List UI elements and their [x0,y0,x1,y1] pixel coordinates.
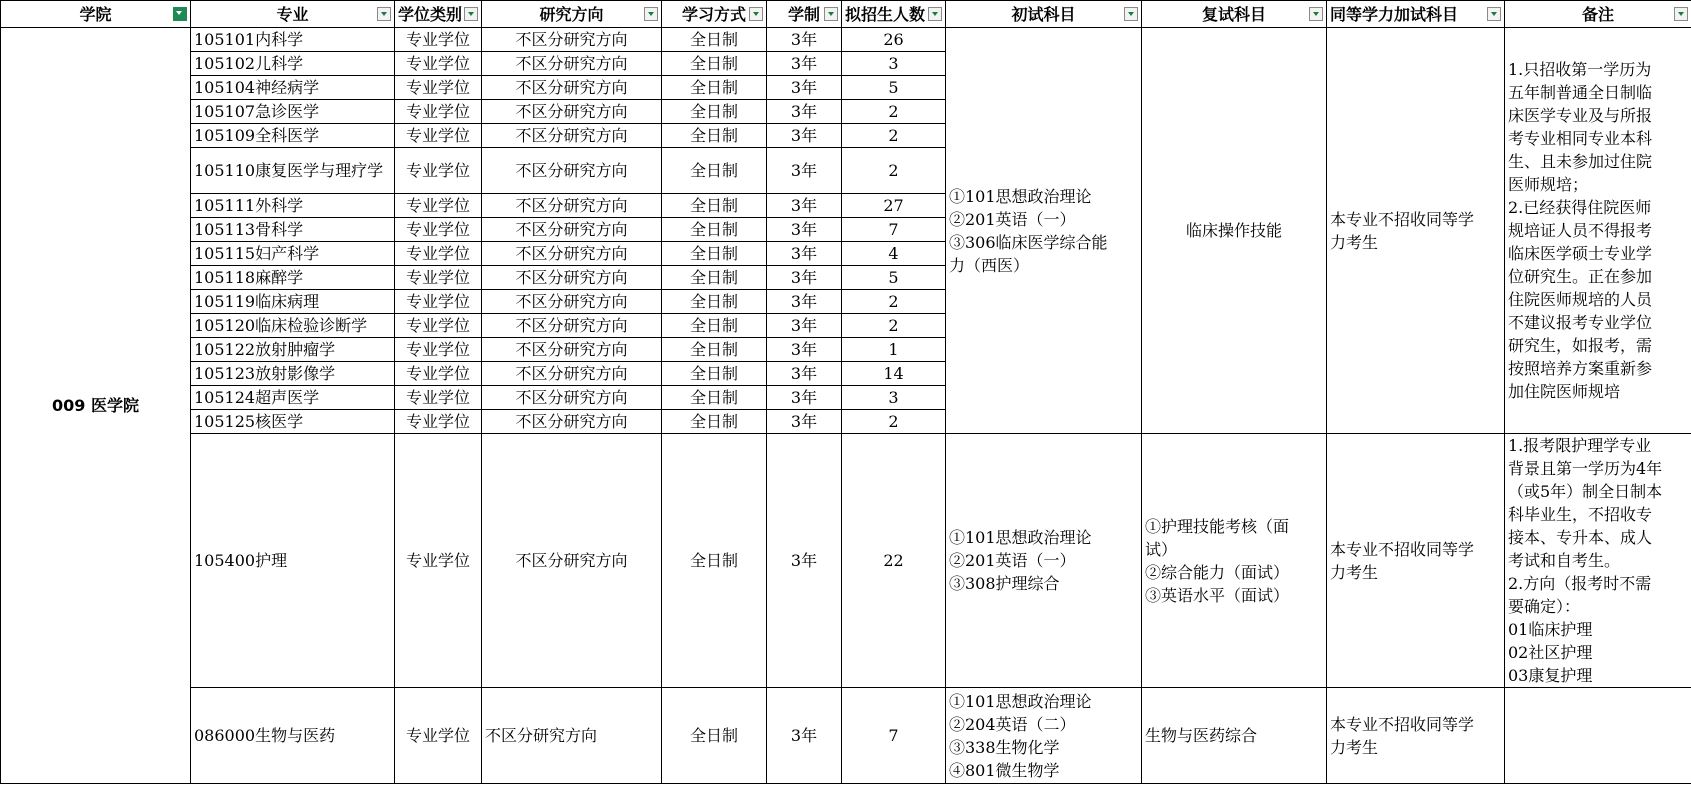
direction-cell: 不区分研究方向 [482,124,662,148]
years-cell: 3年 [767,28,842,52]
quota-cell: 5 [842,76,946,100]
header-label: 初试科目 [1011,4,1076,24]
years-cell: 3年 [767,218,842,242]
degree-cell: 专业学位 [395,362,482,386]
mode-cell: 全日制 [662,148,767,194]
exam-subject: ②204英语（二） [949,714,1076,734]
notes-line: 2.方向（报考时不需 [1508,574,1652,593]
filter-active-icon[interactable] [173,7,187,21]
mode-cell: 全日制 [662,124,767,148]
header-quota [842,1,946,28]
header-label: 学制 [787,4,820,24]
header-major [191,1,395,28]
header-equivalent [1327,1,1505,28]
mode-cell: 全日制 [662,76,767,100]
direction-cell: 不区分研究方向 [482,290,662,314]
header-label: 复试科目 [1201,4,1266,24]
header-row [1,1,1691,28]
mode-cell: 全日制 [662,194,767,218]
retest-subject: 试） [1145,539,1178,559]
years-cell: 3年 [767,688,842,784]
mode-cell: 全日制 [662,52,767,76]
direction-cell: 不区分研究方向 [482,688,662,784]
notes-line: 生、且未参加过住院 [1508,152,1653,171]
notes-line: 五年制普通全日制临 [1508,83,1653,102]
exam-subject: ①101思想政治理论 [949,186,1092,206]
major-cell: 105109全科医学 [191,124,395,148]
notes-cell [1505,688,1691,784]
major-cell: 105115妇产科学 [191,242,395,266]
quota-cell: 27 [842,194,946,218]
direction-cell: 不区分研究方向 [482,362,662,386]
degree-cell: 专业学位 [395,266,482,290]
quota-cell: 4 [842,242,946,266]
mode-cell: 全日制 [662,362,767,386]
mode-cell: 全日制 [662,242,767,266]
equivalent-line: 力考生 [1330,737,1379,757]
equivalent-line: 力考生 [1330,232,1379,252]
notes-line: 医师规培； [1508,175,1589,194]
direction-cell: 不区分研究方向 [482,100,662,124]
header-mode [662,1,767,28]
major-cell: 105118麻醉学 [191,266,395,290]
degree-cell: 专业学位 [395,290,482,314]
major-cell: 086000生物与医药 [191,688,395,784]
notes-line: 科毕业生，不招收专 [1508,505,1653,524]
exam-subject: ③338生物化学 [949,737,1060,757]
exam-subject: ③306临床医学综合能 [949,232,1108,252]
years-cell: 3年 [767,194,842,218]
mode-cell: 全日制 [662,338,767,362]
years-cell: 3年 [767,266,842,290]
quota-cell: 2 [842,148,946,194]
retest-subject: ②综合能力（面试） [1145,562,1290,582]
header-label: 同等学力加试科目 [1330,4,1459,24]
table-body [1,28,1691,784]
mode-cell: 全日制 [662,266,767,290]
mode-cell: 全日制 [662,314,767,338]
equivalent-cell [1327,434,1505,688]
table-row [1,434,1691,688]
direction-cell: 不区分研究方向 [482,148,662,194]
direction-cell: 不区分研究方向 [482,338,662,362]
quota-cell: 2 [842,100,946,124]
direction-cell: 不区分研究方向 [482,52,662,76]
mode-cell: 全日制 [662,28,767,52]
notes-line: 02社区护理 [1508,643,1593,662]
degree-cell: 专业学位 [395,100,482,124]
quota-cell: 2 [842,124,946,148]
degree-cell: 专业学位 [395,386,482,410]
direction-cell: 不区分研究方向 [482,28,662,52]
notes-cell [1505,434,1691,688]
quota-cell: 3 [842,386,946,410]
quota-cell: 7 [842,218,946,242]
major-cell: 105101内科学 [191,28,395,52]
years-cell: 3年 [767,52,842,76]
equivalent-line: 本专业不招收同等学 [1330,714,1475,734]
direction-cell: 不区分研究方向 [482,410,662,434]
quota-cell: 3 [842,52,946,76]
degree-cell: 专业学位 [395,76,482,100]
mode-cell: 全日制 [662,290,767,314]
notes-line: 按照培养方案重新参 [1508,359,1653,378]
notes-line: 要确定）： [1508,597,1581,616]
table-row [1,28,1691,52]
exam-subject: ①101思想政治理论 [949,691,1092,711]
equivalent-cell [1327,28,1505,434]
degree-cell: 专业学位 [395,314,482,338]
years-cell: 3年 [767,386,842,410]
notes-line: 背景且第一学历为4年 [1508,459,1663,478]
degree-cell: 专业学位 [395,410,482,434]
major-cell: 105111外科学 [191,194,395,218]
years-cell: 3年 [767,410,842,434]
degree-cell: 专业学位 [395,218,482,242]
retest-subjects-cell: 临床操作技能 [1142,28,1327,434]
years-cell: 3年 [767,148,842,194]
major-cell: 105122放射肿瘤学 [191,338,395,362]
filter-dropdown-icon[interactable] [644,7,658,21]
header-degree [395,1,482,28]
mode-cell: 全日制 [662,434,767,688]
direction-cell: 不区分研究方向 [482,386,662,410]
notes-line: 研究生，如报考，需 [1508,336,1653,355]
major-cell: 105119临床病理 [191,290,395,314]
quota-cell: 7 [842,688,946,784]
major-cell: 105123放射影像学 [191,362,395,386]
header-retest [1142,1,1327,28]
header-notes [1505,1,1691,28]
major-cell: 105104神经病学 [191,76,395,100]
degree-cell: 专业学位 [395,242,482,266]
quota-cell: 22 [842,434,946,688]
notes-line: （或5年）制全日制本 [1508,482,1663,501]
quota-cell: 1 [842,338,946,362]
filter-dropdown-icon[interactable] [928,7,942,21]
notes-line: 位研究生。正在参加 [1508,267,1653,286]
header-years [767,1,842,28]
equivalent-line: 本专业不招收同等学 [1330,539,1475,559]
degree-cell: 专业学位 [395,148,482,194]
notes-line: 考专业相同专业本科 [1508,129,1653,148]
degree-cell: 专业学位 [395,28,482,52]
filter-dropdown-icon[interactable] [377,7,391,21]
exam-subjects-cell [946,28,1142,434]
notes-line: 临床医学硕士专业学 [1508,244,1653,263]
notes-line: 考试和自考生。 [1508,551,1621,570]
header-label: 拟招生人数 [845,4,926,24]
filter-dropdown-icon[interactable] [1124,7,1138,21]
header-label: 专业 [276,4,309,24]
quota-cell: 2 [842,290,946,314]
notes-line: 接本、专升本、成人 [1508,528,1653,547]
exam-subject: ④801微生物学 [949,760,1060,780]
degree-cell: 专业学位 [395,434,482,688]
header-label: 学位类别 [398,4,463,24]
college-cell: 009 医学院 [1,28,191,784]
filter-dropdown-icon[interactable] [1487,7,1501,21]
notes-line: 01临床护理 [1508,620,1593,639]
years-cell: 3年 [767,362,842,386]
quota-cell: 2 [842,314,946,338]
notes-line: 03康复护理 [1508,666,1593,685]
major-cell: 105125核医学 [191,410,395,434]
header-direction [482,1,662,28]
major-cell: 105110康复医学与理疗学 [191,148,395,194]
exam-subjects-cell [946,688,1142,784]
retest-subjects-cell: 生物与医药综合 [1142,688,1327,784]
quota-cell: 5 [842,266,946,290]
header-exam [946,1,1142,28]
years-cell: 3年 [767,100,842,124]
quota-cell: 26 [842,28,946,52]
major-cell: 105124超声医学 [191,386,395,410]
direction-cell: 不区分研究方向 [482,434,662,688]
degree-cell: 专业学位 [395,124,482,148]
header-label: 学习方式 [681,4,746,24]
mode-cell: 全日制 [662,100,767,124]
notes-line: 床医学专业及与所报 [1508,106,1653,125]
years-cell: 3年 [767,338,842,362]
notes-line: 住院医师规培的人员 [1508,290,1653,309]
years-cell: 3年 [767,314,842,338]
major-cell: 105120临床检验诊断学 [191,314,395,338]
years-cell: 3年 [767,290,842,314]
years-cell: 3年 [767,124,842,148]
notes-line: 规培证人员不得报考 [1508,221,1653,240]
major-cell: 105113骨科学 [191,218,395,242]
years-cell: 3年 [767,434,842,688]
retest-subject: ③英语水平（面试） [1145,585,1290,605]
filter-dropdown-icon[interactable] [1309,7,1323,21]
exam-subject: ②201英语（一） [949,551,1076,570]
notes-line: 加住院医师规培 [1508,382,1621,401]
major-cell: 105400护理 [191,434,395,688]
direction-cell: 不区分研究方向 [482,242,662,266]
equivalent-line: 本专业不招收同等学 [1330,209,1475,229]
equivalent-cell [1327,688,1505,784]
quota-cell: 14 [842,362,946,386]
mode-cell: 全日制 [662,386,767,410]
notes-line: 2.已经获得住院医师 [1508,198,1652,217]
notes-cell [1505,28,1691,434]
major-cell: 105102儿科学 [191,52,395,76]
exam-subject: 力（西医） [949,255,1030,275]
retest-subjects-cell [1142,434,1327,688]
filter-dropdown-icon[interactable] [824,7,838,21]
header-label: 研究方向 [539,4,604,24]
degree-cell: 专业学位 [395,338,482,362]
quota-cell: 2 [842,410,946,434]
mode-cell: 全日制 [662,688,767,784]
filter-dropdown-icon[interactable] [749,7,763,21]
mode-cell: 全日制 [662,218,767,242]
direction-cell: 不区分研究方向 [482,218,662,242]
equivalent-line: 力考生 [1330,562,1379,582]
header-label: 备注 [1581,4,1614,24]
years-cell: 3年 [767,242,842,266]
major-cell: 105107急诊医学 [191,100,395,124]
exam-subject: ②201英语（一） [949,209,1076,229]
direction-cell: 不区分研究方向 [482,266,662,290]
years-cell: 3年 [767,76,842,100]
exam-subject: ①101思想政治理论 [949,528,1092,547]
filter-dropdown-icon[interactable] [464,7,478,21]
mode-cell: 全日制 [662,410,767,434]
header-label: 学院 [79,4,112,24]
filter-dropdown-icon[interactable] [1674,7,1688,21]
degree-cell: 专业学位 [395,194,482,218]
notes-line: 1.报考限护理学专业 [1508,436,1652,455]
notes-line: 1.只招收第一学历为 [1508,60,1652,79]
degree-cell: 专业学位 [395,688,482,784]
header-college [1,1,191,28]
degree-cell: 专业学位 [395,52,482,76]
retest-subject: ①护理技能考核（面 [1145,516,1290,536]
exam-subject: ③308护理综合 [949,574,1060,593]
direction-cell: 不区分研究方向 [482,194,662,218]
direction-cell: 不区分研究方向 [482,76,662,100]
exam-subjects-cell [946,434,1142,688]
table-row [1,688,1691,784]
notes-line: 不建议报考专业学位 [1508,313,1653,332]
direction-cell: 不区分研究方向 [482,314,662,338]
